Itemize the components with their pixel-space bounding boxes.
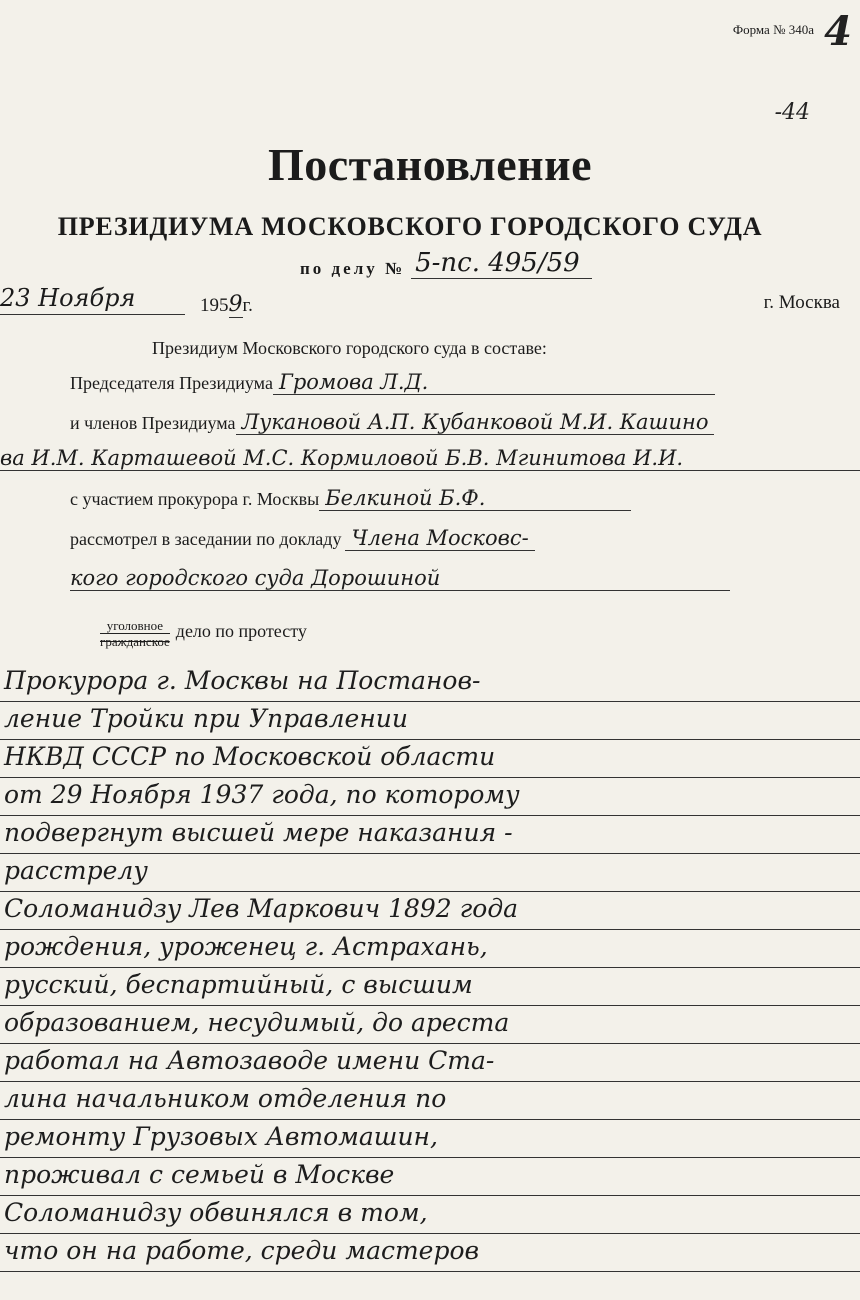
prosecutor-line xyxy=(70,486,850,511)
form-number: Форма № 340а xyxy=(732,22,814,37)
year-suffix: г. xyxy=(242,295,253,316)
case-type-civil: гражданское xyxy=(100,634,170,649)
reviewed-value-1: Члена Московс- xyxy=(345,526,534,551)
body-line-11: работал на Автозаводе имени Ста- xyxy=(0,1044,860,1082)
members-value-2: ва И.М. Карташевой М.С. Кормиловой Б.В. Мгинитова И.И. xyxy=(0,446,860,471)
case-number-line xyxy=(300,248,592,279)
city: г. Москва xyxy=(763,292,840,313)
body-line-2: ление Тройки при Управлении xyxy=(0,702,860,740)
body-line-13: ремонту Грузовых Автомашин, xyxy=(0,1120,860,1158)
date-day-month: 23 Ноября xyxy=(0,284,185,315)
members-line-1 xyxy=(70,410,860,435)
document-title: Постановление xyxy=(267,139,593,190)
chair-line xyxy=(70,370,850,395)
date-year xyxy=(200,292,253,317)
composition-intro: Президиум Московского городского суда в составе: xyxy=(152,338,547,358)
body-line-6: расстрелу xyxy=(0,854,860,892)
year-digit: 9 xyxy=(228,292,243,317)
body-line-14: проживал с семьей в Москве xyxy=(0,1158,860,1196)
members-value-1: Лукановой А.П. Кубанковой М.И. Кашино xyxy=(236,410,715,435)
case-type-choice xyxy=(100,618,170,649)
body-line-15: Соломанидзу обвинялся в том, xyxy=(0,1196,860,1234)
body-line-4: от 29 Ноября 1937 года, по которому xyxy=(0,778,860,816)
body-line-1: Прокурора г. Москвы на Постанов- xyxy=(0,664,860,702)
sheet-number-mark: -44 xyxy=(774,100,810,125)
body-line-12: лина начальником отделения по xyxy=(0,1082,860,1120)
body-line-7: Соломанидзу Лев Маркович 1892 года xyxy=(0,892,860,930)
chair-value: Громова Л.Д. xyxy=(273,370,715,395)
reviewed-line-1 xyxy=(70,526,850,551)
protest-label: дело по протесту xyxy=(175,620,307,641)
body-line-9: русский, беспартийный, с высшим xyxy=(0,968,860,1006)
reviewed-label: рассмотрел в заседании по докладу xyxy=(70,529,342,549)
court-name: ПРЕЗИДИУМА МОСКОВСКОГО ГОРОДСКОГО СУДА xyxy=(57,212,763,241)
protest-line xyxy=(100,618,800,649)
body-line-5: подвергнут высшей мере наказания - xyxy=(0,816,860,854)
body-line-3: НКВД СССР по Московской области xyxy=(0,740,860,778)
case-type-criminal: уголовное xyxy=(100,618,170,634)
case-number-value: 5-пс. 495/59 xyxy=(411,248,592,279)
case-label: по делу № xyxy=(300,259,406,278)
chair-label: Председателя Президиума xyxy=(70,373,273,393)
body-line-10: образованием, несудимый, до ареста xyxy=(0,1006,860,1044)
body-line-8: рождения, уроженец г. Астрахань, xyxy=(0,930,860,968)
reviewed-value-2: кого городского суда Дорошиной xyxy=(70,566,730,591)
corner-handwritten-mark: 4 xyxy=(824,8,852,55)
prosecutor-label: с участием прокурора г. Москвы xyxy=(70,489,320,509)
members-label: и членов Президиума xyxy=(70,413,236,433)
prosecutor-value: Белкиной Б.Ф. xyxy=(319,486,631,511)
year-prefix: 195 xyxy=(200,295,229,316)
body-line-16: что он на работе, среди мастеров xyxy=(0,1234,860,1272)
